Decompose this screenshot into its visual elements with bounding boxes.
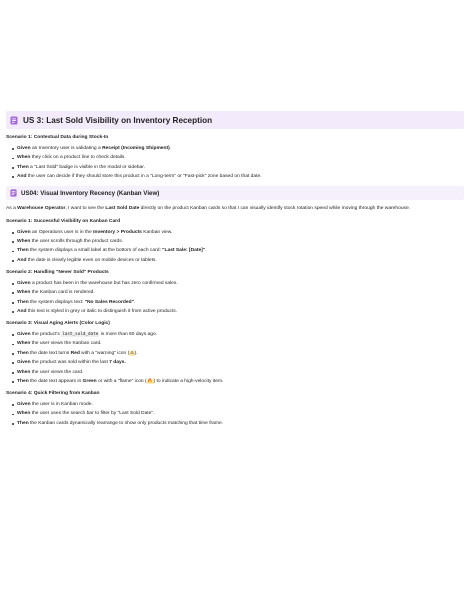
list-item: Given the user is in Kanban mode.	[12, 402, 464, 408]
field-code: last_sold_date	[62, 332, 99, 338]
document-icon	[10, 116, 18, 125]
list-item: Given an Inventory user is validating a Receipt (Incoming Shipment).	[12, 146, 464, 152]
us04-intro: As a Warehouse Operator, I want to see the Last Sold Date directly on the product Kanban cards so that I can visually identify stock rotation speed while moving through the warehouse.	[6, 206, 411, 212]
us04-scenario4-title: Scenario 4: Quick Filtering from Kanban	[6, 390, 100, 396]
us3-heading	[6, 111, 464, 129]
us04-scenario4-list	[6, 402, 464, 427]
list-item: Given an Operations user is in the Inventory > Products Kanban view.	[12, 230, 464, 236]
list-item: When the Kanban card is rendered.	[12, 290, 464, 296]
us04-scenario1-list	[6, 230, 464, 264]
list-item: When the user scrolls through the product cards.	[12, 239, 464, 245]
list-item: Given a product has been in the warehouse but has zero confirmed sales.	[12, 281, 464, 287]
list-item: Then the system displays a small label at the bottom of each card: "Last Sale: [Date]".	[12, 248, 464, 254]
list-item: Then the date text appears in Green or with a "flame" icon (🔥) to indicate a high-velocity item.	[12, 379, 464, 385]
us3-scenario1-title: Scenario 1: Contextual Data during Stock-In	[6, 135, 109, 140]
warning-icon: ⚠	[129, 350, 134, 356]
us04-scenario1-title: Scenario 1: Successful Visibility on Kanban Card	[6, 218, 121, 224]
list-item: Then the system displays text: "No Sales Recorded".	[12, 300, 464, 306]
us04-scenario2-title: Scenario 2: Handling "Never Sold" Products	[6, 269, 109, 275]
us04-scenario2-list	[6, 281, 464, 315]
list-item: When they click on a product line to check details.	[12, 155, 464, 161]
us04-title: US04: Visual Inventory Recency (Kanban View)	[21, 189, 160, 197]
list-item: Given the product's last_sold_date is more than 60 days ago.	[12, 332, 464, 338]
list-item: When the user uses the search bar to filter by "Last Sold Date".	[12, 411, 464, 417]
us04-heading	[6, 186, 464, 200]
list-item: When the user views the card.	[12, 370, 464, 376]
list-item: Then the Kanban cards dynamically rearrange to show only products matching that time frame.	[12, 421, 464, 427]
list-item: And the user can decide if they should store this product in a "Long-term" or "Fast-pick" zone based on that date.	[12, 174, 464, 180]
list-item: Given the product was sold within the last 7 days.	[12, 360, 464, 366]
us3-title: US 3: Last Sold Visibility on Inventory Reception	[23, 115, 213, 125]
flame-icon: 🔥	[147, 378, 153, 384]
list-item: When the user views the Kanban card.	[12, 341, 464, 347]
us3-scenario1-list	[6, 146, 464, 180]
document-content	[6, 111, 464, 433]
us04-scenario3-list	[6, 332, 464, 385]
us04-scenario3-title: Scenario 3: Visual Aging Alerts (Color Logic)	[6, 321, 110, 327]
document-icon	[10, 189, 17, 197]
list-item: And this text is styled in grey or italic to distinguish it from active products.	[12, 309, 464, 315]
list-item: Then the date text turns Red with a "warning" icon (⚠).	[12, 351, 464, 357]
list-item: Then a "Last Sold" badge is visible in the modal or sidebar.	[12, 165, 464, 171]
list-item: And the date is clearly legible even on mobile devices or tablets.	[12, 258, 464, 264]
